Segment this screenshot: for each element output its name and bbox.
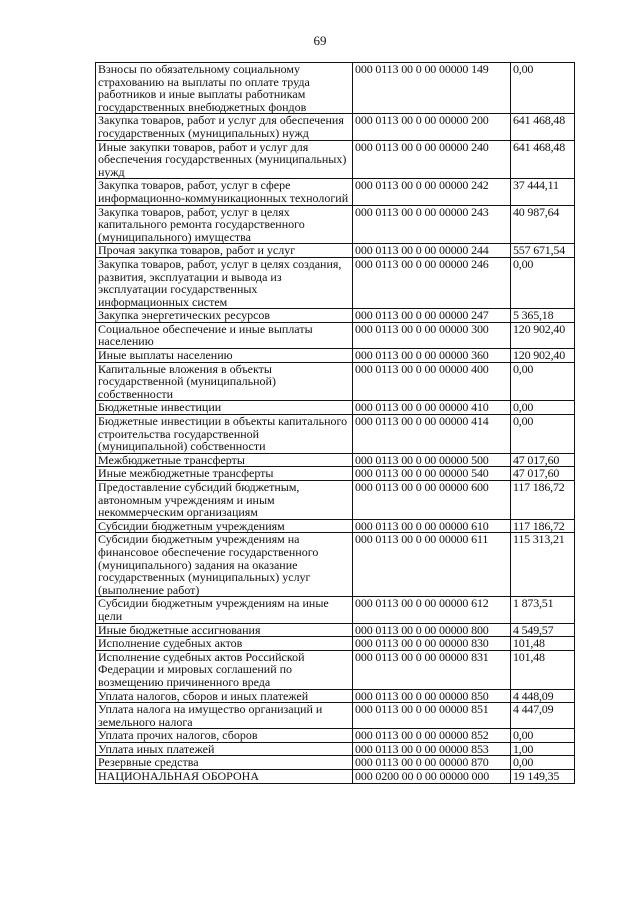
row-value-cell: 117 186,72: [511, 519, 575, 533]
row-value-cell: 115 313,21: [511, 533, 575, 597]
table-row: [96, 453, 575, 467]
row-value-cell: 0,00: [511, 729, 575, 743]
row-code-cell: 000 0113 00 0 00 00000 200: [353, 114, 511, 140]
budget-table-body: [96, 63, 575, 784]
row-value-cell: 0,00: [511, 401, 575, 415]
row-name-cell: Субсидии бюджетным учреждениям на иные цели: [96, 597, 353, 623]
row-name-cell: Уплата налога на имущество организаций и земельного налога: [96, 703, 353, 729]
row-value-cell: 557 671,54: [511, 244, 575, 258]
row-name-cell: Исполнение судебных актов: [96, 637, 353, 651]
row-code-cell: 000 0113 00 0 00 00000 611: [353, 533, 511, 597]
table-row: [96, 257, 575, 308]
row-code-cell: 000 0113 00 0 00 00000 410: [353, 401, 511, 415]
row-code-cell: 000 0113 00 0 00 00000 247: [353, 309, 511, 323]
row-value-cell: 1 873,51: [511, 597, 575, 623]
table-row: [96, 205, 575, 244]
table-row: [96, 742, 575, 756]
row-name-cell: Иные выплаты населению: [96, 349, 353, 363]
row-code-cell: 000 0113 00 0 00 00000 149: [353, 63, 511, 114]
table-row: [96, 637, 575, 651]
row-name-cell: Иные межбюджетные трансферты: [96, 467, 353, 481]
row-value-cell: 0,00: [511, 63, 575, 114]
row-code-cell: 000 0113 00 0 00 00000 610: [353, 519, 511, 533]
row-value-cell: 641 468,48: [511, 140, 575, 179]
row-code-cell: 000 0113 00 0 00 00000 830: [353, 637, 511, 651]
row-value-cell: 1,00: [511, 742, 575, 756]
row-value-cell: 0,00: [511, 756, 575, 770]
row-value-cell: 5 365,18: [511, 309, 575, 323]
table-row: [96, 114, 575, 140]
row-code-cell: 000 0200 00 0 00 00000 000: [353, 770, 511, 784]
row-code-cell: 000 0113 00 0 00 00000 500: [353, 453, 511, 467]
table-row: [96, 703, 575, 729]
row-name-cell: Закупка товаров, работ, услуг в целях капитального ремонта государственного (муниципального) имущества: [96, 205, 353, 244]
page-number: 69: [313, 33, 327, 48]
row-value-cell: 101,48: [511, 650, 575, 689]
row-code-cell: 000 0113 00 0 00 00000 870: [353, 756, 511, 770]
row-code-cell: 000 0113 00 0 00 00000 831: [353, 650, 511, 689]
row-name-cell: Исполнение судебных актов Российской Федерации и мировых соглашений по возмещению причиненного вреда: [96, 650, 353, 689]
table-row: [96, 481, 575, 520]
table-row: [96, 179, 575, 205]
row-code-cell: 000 0113 00 0 00 00000 414: [353, 415, 511, 454]
row-value-cell: 0,00: [511, 257, 575, 308]
row-code-cell: 000 0113 00 0 00 00000 600: [353, 481, 511, 520]
row-code-cell: 000 0113 00 0 00 00000 612: [353, 597, 511, 623]
row-code-cell: 000 0113 00 0 00 00000 240: [353, 140, 511, 179]
row-code-cell: 000 0113 00 0 00 00000 800: [353, 623, 511, 637]
row-name-cell: Уплата налогов, сборов и иных платежей: [96, 689, 353, 703]
table-row: [96, 415, 575, 454]
row-name-cell: Закупка товаров, работ, услуг в целях создания, развития, эксплуатации и вывода из эксплуатации государственных информационных систем: [96, 257, 353, 308]
table-row: [96, 309, 575, 323]
table-row: [96, 467, 575, 481]
table-row: [96, 322, 575, 348]
row-value-cell: 4 447,09: [511, 703, 575, 729]
row-name-cell: Уплата иных платежей: [96, 742, 353, 756]
row-value-cell: 47 017,60: [511, 467, 575, 481]
table-row: [96, 140, 575, 179]
row-name-cell: Предоставление субсидий бюджетным, автономным учреждениям и иным некоммерческим организациям: [96, 481, 353, 520]
row-name-cell: Закупка энергетических ресурсов: [96, 309, 353, 323]
table-row: [96, 349, 575, 363]
row-code-cell: 000 0113 00 0 00 00000 242: [353, 179, 511, 205]
row-value-cell: 40 987,64: [511, 205, 575, 244]
table-row: [96, 756, 575, 770]
row-name-cell: Иные бюджетные ассигнования: [96, 623, 353, 637]
table-row: [96, 244, 575, 258]
table-row: [96, 650, 575, 689]
row-code-cell: 000 0113 00 0 00 00000 244: [353, 244, 511, 258]
row-code-cell: 000 0113 00 0 00 00000 853: [353, 742, 511, 756]
row-code-cell: 000 0113 00 0 00 00000 850: [353, 689, 511, 703]
row-name-cell: Бюджетные инвестиции: [96, 401, 353, 415]
row-name-cell: Капитальные вложения в объекты государственной (муниципальной) собственности: [96, 362, 353, 401]
table-row: [96, 729, 575, 743]
row-name-cell: Прочая закупка товаров, работ и услуг: [96, 244, 353, 258]
row-value-cell: 120 902,40: [511, 349, 575, 363]
row-value-cell: 117 186,72: [511, 481, 575, 520]
table-row: [96, 623, 575, 637]
row-value-cell: 101,48: [511, 637, 575, 651]
row-name-cell: Резервные средства: [96, 756, 353, 770]
table-row: [96, 401, 575, 415]
row-name-cell: Субсидии бюджетным учреждениям: [96, 519, 353, 533]
row-code-cell: 000 0113 00 0 00 00000 540: [353, 467, 511, 481]
budget-table: [95, 62, 575, 784]
row-name-cell: Уплата прочих налогов, сборов: [96, 729, 353, 743]
row-name-cell: Межбюджетные трансферты: [96, 453, 353, 467]
table-row: [96, 519, 575, 533]
table-row: [96, 533, 575, 597]
table-row: [96, 597, 575, 623]
row-value-cell: 0,00: [511, 362, 575, 401]
row-value-cell: 37 444,11: [511, 179, 575, 205]
row-name-cell: Взносы по обязательному социальному страхованию на выплаты по оплате труда работников и иные выплаты работникам государственных внебюджетных фондов: [96, 63, 353, 114]
row-value-cell: 0,00: [511, 415, 575, 454]
row-name-cell: Социальное обеспечение и иные выплаты населению: [96, 322, 353, 348]
row-code-cell: 000 0113 00 0 00 00000 400: [353, 362, 511, 401]
row-value-cell: 47 017,60: [511, 453, 575, 467]
row-value-cell: 4 448,09: [511, 689, 575, 703]
row-name-cell: Закупка товаров, работ и услуг для обеспечения государственных (муниципальных) нужд: [96, 114, 353, 140]
row-code-cell: 000 0113 00 0 00 00000 852: [353, 729, 511, 743]
row-value-cell: 641 468,48: [511, 114, 575, 140]
row-value-cell: 120 902,40: [511, 322, 575, 348]
table-row: [96, 689, 575, 703]
row-value-cell: 19 149,35: [511, 770, 575, 784]
row-name-cell: Закупка товаров, работ, услуг в сфере информационно-коммуникационных технологий: [96, 179, 353, 205]
row-name-cell: Иные закупки товаров, работ и услуг для обеспечения государственных (муниципальных) нужд: [96, 140, 353, 179]
row-value-cell: 4 549,57: [511, 623, 575, 637]
row-name-cell: Бюджетные инвестиции в объекты капитального строительства государственной (муниципальной) собственности: [96, 415, 353, 454]
table-row: [96, 63, 575, 114]
row-name-cell: НАЦИОНАЛЬНАЯ ОБОРОНА: [96, 770, 353, 784]
table-row: [96, 362, 575, 401]
table-row: [96, 770, 575, 784]
row-code-cell: 000 0113 00 0 00 00000 360: [353, 349, 511, 363]
row-name-cell: Субсидии бюджетным учреждениям на финансовое обеспечение государственного (муниципального) задания на оказание государственных (муниципальных) услуг (выполнение работ): [96, 533, 353, 597]
row-code-cell: 000 0113 00 0 00 00000 300: [353, 322, 511, 348]
row-code-cell: 000 0113 00 0 00 00000 851: [353, 703, 511, 729]
row-code-cell: 000 0113 00 0 00 00000 246: [353, 257, 511, 308]
row-code-cell: 000 0113 00 0 00 00000 243: [353, 205, 511, 244]
